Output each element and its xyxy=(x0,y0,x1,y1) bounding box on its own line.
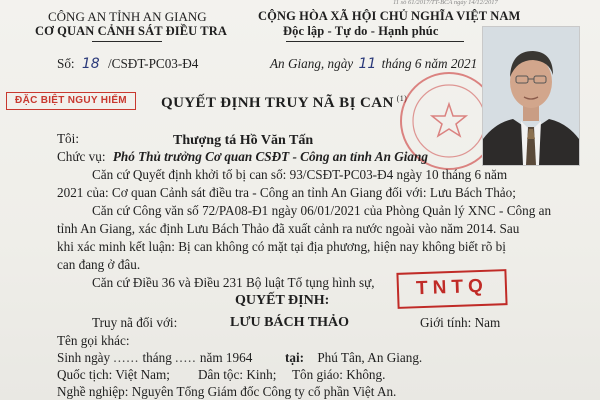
suspect-photo xyxy=(482,26,580,166)
occupation-row xyxy=(57,383,396,400)
wanted-name: LƯU BÁCH THẢO xyxy=(230,315,350,330)
religion-row xyxy=(292,366,385,384)
date-day-handwritten: 11 xyxy=(358,56,377,72)
number-label: Số: xyxy=(57,56,75,71)
portrait-image xyxy=(483,27,579,165)
body-line-4: tỉnh An Giang, xác định Lưu Bách Thảo đã xuất cảnh ra nước ngoài vào năm 2014. Sau xyxy=(57,221,520,236)
body-line-1: Căn cứ Quyết định khởi tố bị can số: 93/CSĐT-PC03-Đ4 ngày 10 tháng 6 năm xyxy=(92,167,508,182)
position-label: Chức vụ: xyxy=(57,149,106,164)
nationality-value: Việt Nam; xyxy=(115,367,170,382)
gender-label: Giới tính: xyxy=(420,315,472,330)
signatory-name: Thượng tá Hồ Văn Tấn xyxy=(173,133,314,148)
occupation-label: Nghề nghiệp: xyxy=(57,384,129,399)
number-suffix: /CSĐT-PC03-Đ4 xyxy=(108,56,199,71)
national-title: CỘNG HÒA XÃ HỘI CHỦ NGHĨA VIỆT NAM xyxy=(258,9,521,23)
gender-row xyxy=(420,314,500,332)
number-handwritten: 18 xyxy=(81,56,100,72)
alias-label: Tên gọi khác: xyxy=(57,333,130,348)
ethnicity-label: Dân tộc: xyxy=(198,367,244,382)
danger-stamp: ĐẶC BIỆT NGUY HIỂM xyxy=(6,92,136,110)
tntq-stamp: TNTQ xyxy=(396,269,507,309)
body-line-5: khi xác minh kết luận: Bị can không có mặt tại địa phương, hiện nay không biết rõ bị xyxy=(57,239,506,254)
ethnicity-value: Kinh; xyxy=(246,367,277,382)
signatory-intro: Tôi: xyxy=(57,131,79,146)
motto-underline xyxy=(286,41,464,42)
document-title xyxy=(161,94,407,112)
religion-label: Tôn giáo: xyxy=(292,367,343,382)
body-line-7: Căn cứ Điều 36 và Điều 231 Bộ luật Tố tụng hình sự, xyxy=(92,275,375,290)
body-line-3: Căn cứ Công văn số 72/PA08-Đ1 ngày 06/01/2021 của Phòng Quản lý XNC - Công an xyxy=(92,203,552,218)
position-value: Phó Thủ trưởng Cơ quan CSĐT - Công an tỉnh An Giang xyxy=(112,149,428,164)
nationality-label: Quốc tịch: xyxy=(57,367,113,382)
occupation-value: Nguyên Tổng Giám đốc Công ty cổ phần Việt An. xyxy=(131,384,397,399)
agency-department: CƠ QUAN CẢNH SÁT ĐIỀU TRA xyxy=(35,24,227,38)
date-prefix: An Giang, ngày xyxy=(270,56,354,71)
body-line-6: can đang ở đâu. xyxy=(57,257,141,272)
birth-year-label: năm xyxy=(199,350,223,365)
nationality-row xyxy=(57,366,170,384)
regulation-reference: 11 số 61/2017/TT-BCA ngày 14/12/2017 xyxy=(393,0,498,6)
birthplace-row xyxy=(285,349,422,367)
birth-month-label: tháng xyxy=(142,350,172,365)
body-line-2: 2021 của: Cơ quan Cảnh sát điều tra - Công an tỉnh An Giang đối với: Lưu Bách Thảo; xyxy=(57,185,516,200)
document-date xyxy=(270,55,477,73)
birth-year-value: 1964 xyxy=(225,350,253,365)
document-number xyxy=(57,55,198,73)
gender-value: Nam xyxy=(474,315,501,330)
agency-name: CÔNG AN TỈNH AN GIANG xyxy=(48,9,207,24)
birth-day-label: Sinh ngày xyxy=(57,350,111,365)
wanted-label: Truy nã đối với: xyxy=(92,315,178,330)
birthplace-value: Phú Tân, An Giang. xyxy=(317,350,423,365)
agency-underline xyxy=(92,41,162,42)
title-footnote: (1) xyxy=(396,94,408,103)
decision-heading: QUYẾT ĐỊNH: xyxy=(235,293,330,308)
title-text: QUYẾT ĐỊNH TRUY NÃ BỊ CAN xyxy=(161,95,394,111)
national-motto: Độc lập - Tự do - Hạnh phúc xyxy=(283,24,439,38)
ethnicity-row xyxy=(198,366,276,384)
signatory-position-row xyxy=(57,148,428,166)
date-suffix: tháng 6 năm 2021 xyxy=(381,56,478,71)
religion-value: Không. xyxy=(346,367,386,382)
birth-row: Sinh ngày ...... tháng ..... năm 1964 xyxy=(57,350,253,365)
birthplace-label: tại: xyxy=(285,350,305,365)
